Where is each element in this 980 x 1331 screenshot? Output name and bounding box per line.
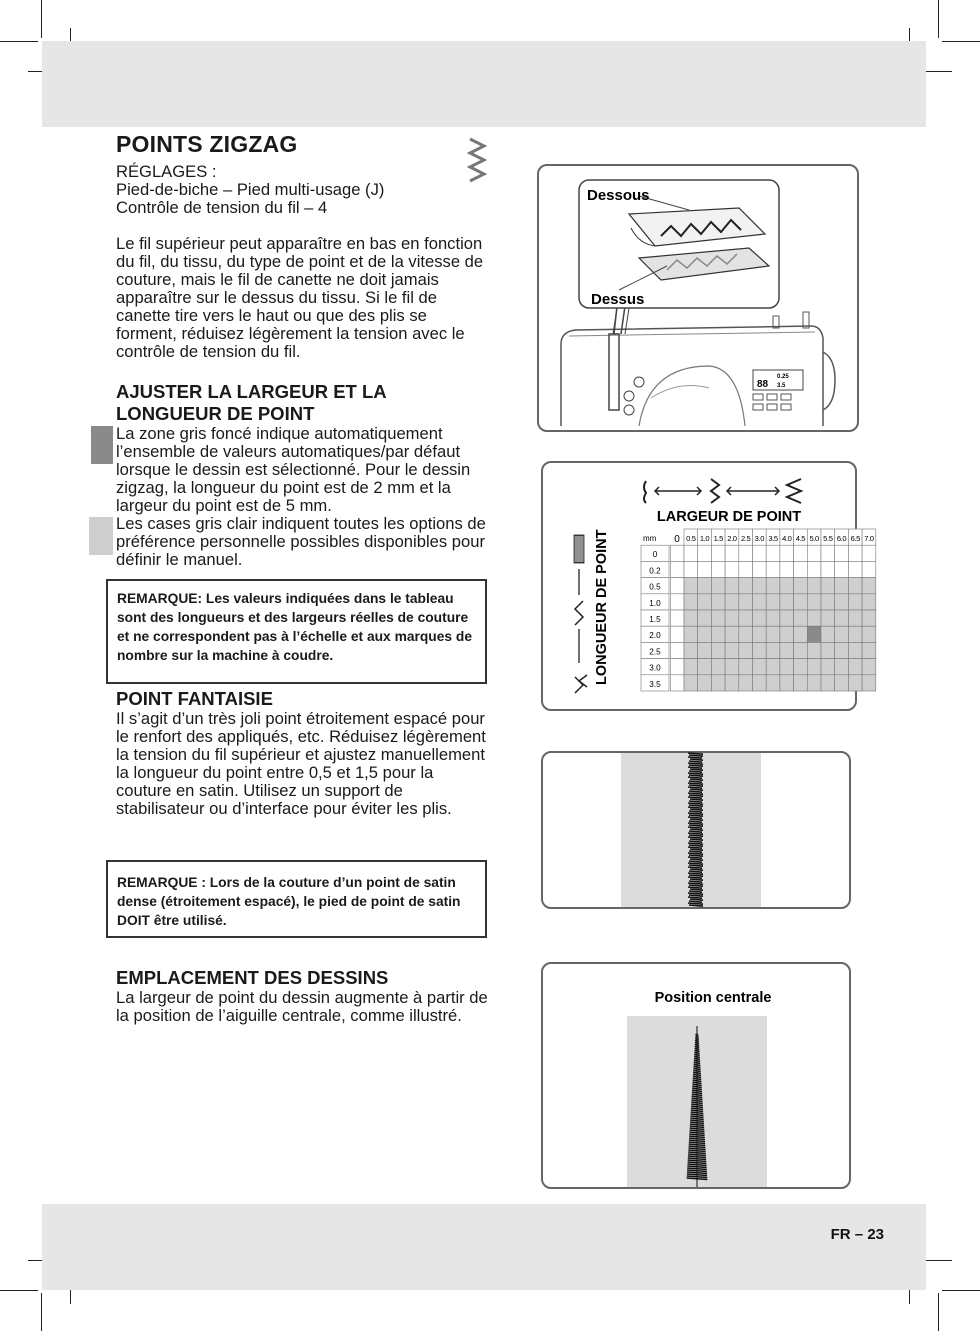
- width-tick-label: 7.0: [864, 534, 874, 543]
- grid-cell: [670, 675, 684, 691]
- grid-cell: [766, 594, 780, 610]
- adjust-paragraph-2: Les cases gris clair indiquent toutes les options de préférence personnelle possibles disponibles pour définir le manuel.: [116, 514, 486, 569]
- grid-cell: [684, 594, 698, 610]
- grid-cell: [670, 594, 684, 610]
- grid-cell: [848, 675, 862, 691]
- grid-cell: [766, 642, 780, 658]
- grid-cell: [698, 642, 712, 658]
- grid-cell: [821, 675, 835, 691]
- fantasy-title: POINT FANTAISIE: [116, 688, 273, 709]
- grid-cell: [807, 545, 821, 561]
- placement-section: [116, 967, 492, 1025]
- grid-cell: [848, 578, 862, 594]
- display-value-bottom: 3.5: [777, 383, 786, 389]
- grid-cell: [848, 610, 862, 626]
- grid-cell: [698, 675, 712, 691]
- page-number: FR – 23: [830, 1226, 884, 1243]
- grid-cell: [684, 578, 698, 594]
- grid-cell: [670, 642, 684, 658]
- grid-cell: [766, 561, 780, 577]
- grid-cell: [807, 659, 821, 675]
- grid-cell: [807, 578, 821, 594]
- crop-mark: [942, 1290, 980, 1291]
- grid-cell: [794, 578, 808, 594]
- grid-cell: [835, 610, 849, 626]
- dark-gray-swatch: [91, 426, 113, 464]
- grid-cell: [835, 561, 849, 577]
- settings-heading: RÉGLAGES :: [116, 162, 217, 181]
- grid-cell: [698, 594, 712, 610]
- grid-cell: [835, 545, 849, 561]
- presser-foot-setting: Pied-de-biche – Pied multi-usage (J): [116, 180, 385, 199]
- mm-label: mm: [643, 534, 657, 543]
- grid-cell: [780, 610, 794, 626]
- grid-cell: [739, 626, 753, 642]
- grid-cell: [711, 545, 725, 561]
- grid-cell: [725, 561, 739, 577]
- grid-cell: [848, 626, 862, 642]
- satin-stitch-figure: [541, 751, 851, 909]
- wide-zigzag-icon: [787, 479, 801, 503]
- grid-cell: [780, 626, 794, 642]
- sewing-machine-figure: [537, 164, 859, 432]
- grid-cell: [835, 642, 849, 658]
- length-tick-label: 0.2: [649, 566, 661, 576]
- grid-cell: [711, 561, 725, 577]
- grid-cell: [766, 545, 780, 561]
- grid-cell: [835, 659, 849, 675]
- length-label: LONGUEUR DE POINT: [594, 529, 610, 685]
- label-under: Dessous: [587, 187, 650, 204]
- grid-cell: [794, 626, 808, 642]
- grid-cell: [739, 610, 753, 626]
- width-tick-label: 4.0: [782, 534, 792, 543]
- grid-cell: [753, 578, 767, 594]
- grid-cell: [780, 578, 794, 594]
- fantasy-section: [116, 688, 492, 818]
- grid-cell: [794, 642, 808, 658]
- width-tick-label: 5.5: [823, 534, 833, 543]
- grid-cell: [711, 594, 725, 610]
- grid-cell: [698, 545, 712, 561]
- medium-zigzag-icon: [711, 479, 719, 503]
- grid-cell: [835, 626, 849, 642]
- grid-cell: [821, 545, 835, 561]
- length-tick-label: 0.5: [649, 582, 661, 592]
- grid-cell: [766, 578, 780, 594]
- width-tick-label: 3.5: [768, 534, 778, 543]
- grid-cell: [739, 545, 753, 561]
- grid-cell: [739, 675, 753, 691]
- satin-stitch-icon: [574, 535, 584, 563]
- grid-cell: [862, 561, 876, 577]
- grid-cell: [780, 659, 794, 675]
- grid-cell: [698, 610, 712, 626]
- grid-cell: [711, 578, 725, 594]
- zigzag-paragraph: Le fil supérieur peut apparaître en bas en fonction du fil, du tissu, du type de point et de la vitesse de couture, mais le fil de canette ne doit jamais apparaître sur le dessus du tissu. Si le fil de canette tire vers le haut ou que des plis se forment, réduisez légèrement la tension avec le contrôle de tension du fil.: [116, 234, 484, 361]
- grid-cell: [670, 561, 684, 577]
- width-tick-label: 1.5: [713, 534, 723, 543]
- width-tick-label: 5.0: [809, 534, 819, 543]
- grid-cell: [780, 545, 794, 561]
- grid-cell: [725, 626, 739, 642]
- grid-cell: [684, 642, 698, 658]
- grid-cell: [862, 626, 876, 642]
- grid-cell: [739, 578, 753, 594]
- grid-cell: [794, 561, 808, 577]
- grid-cell: [766, 675, 780, 691]
- grid-cell: [684, 659, 698, 675]
- grid-cell: [794, 675, 808, 691]
- grid-cell: [835, 578, 849, 594]
- width-tick-label: 3.0: [754, 534, 765, 543]
- tension-setting: Contrôle de tension du fil – 4: [116, 198, 328, 217]
- center-position-figure: [541, 962, 851, 1189]
- grid-cell: [821, 578, 835, 594]
- grid-cell: [725, 594, 739, 610]
- svg-text:88: 88: [757, 379, 769, 390]
- light-gray-swatch: [89, 517, 113, 555]
- grid-cell: [862, 675, 876, 691]
- grid-cell: [725, 659, 739, 675]
- adjust-section: [116, 381, 492, 569]
- grid-cell: [739, 659, 753, 675]
- length-tick-label: 1.5: [649, 615, 661, 624]
- grid-cell: [684, 675, 698, 691]
- long-stitch-icon: [575, 601, 583, 625]
- grid-cell: [698, 626, 712, 642]
- grid-cell: [698, 578, 712, 594]
- grid-cell: [739, 642, 753, 658]
- crop-mark: [0, 41, 38, 42]
- grid-cell: [711, 659, 725, 675]
- length-tick-label: 2.5: [649, 647, 661, 657]
- width-label: LARGEUR DE POINT: [656, 509, 802, 525]
- adjust-title-line1: AJUSTER LA LARGEUR ET LA: [116, 381, 387, 402]
- crop-mark: [0, 1290, 38, 1291]
- grid-cell: [753, 659, 767, 675]
- crop-mark: [938, 0, 939, 38]
- grid-cell: [862, 545, 876, 561]
- center-position-label: Position centrale: [654, 990, 772, 1006]
- width-tick-label: 1.0: [699, 534, 710, 543]
- grid-cell: [821, 659, 835, 675]
- grid-cell: [670, 626, 684, 642]
- grid-cell: [794, 545, 808, 561]
- grid-cell: [835, 675, 849, 691]
- width-tick-label: 6.5: [850, 534, 860, 543]
- grid-cell: [698, 561, 712, 577]
- grid-cell: [780, 642, 794, 658]
- length-tick-label: 3.0: [649, 663, 661, 673]
- grid-cell: [753, 545, 767, 561]
- grid-cell: [670, 610, 684, 626]
- grid-cell: [753, 642, 767, 658]
- grid-cell: [780, 594, 794, 610]
- grid-cell: [753, 594, 767, 610]
- grid-cell: [698, 659, 712, 675]
- placement-paragraph: La largeur de point du dessin augmente à partir de la position de l’aiguille centrale, comme illustré.: [116, 988, 488, 1025]
- grid-cell: [848, 642, 862, 658]
- grid-cell: [848, 659, 862, 675]
- length-tick-label: 2.0: [649, 631, 661, 641]
- grid-cell: [807, 594, 821, 610]
- grid-cell: [725, 578, 739, 594]
- zigzag-section: [116, 131, 490, 361]
- grid-cell: [753, 675, 767, 691]
- grid-cell: [684, 626, 698, 642]
- grid-cell: [711, 626, 725, 642]
- grid-cell: [862, 659, 876, 675]
- grid-cell: [794, 610, 808, 626]
- grid-cell: [711, 642, 725, 658]
- page-title: POINTS ZIGZAG: [116, 131, 298, 157]
- crop-mark: [942, 41, 980, 42]
- grid-cell: [670, 659, 684, 675]
- placement-title: EMPLACEMENT DES DESSINS: [116, 967, 389, 988]
- grid-cell: [780, 561, 794, 577]
- grid-cell: [821, 610, 835, 626]
- grid-cell: [684, 561, 698, 577]
- length-tick-label: 0: [652, 550, 658, 560]
- default-cell: [807, 626, 821, 642]
- grid-cell: [862, 610, 876, 626]
- adjust-title-line2: LONGUEUR DE POINT: [116, 403, 315, 424]
- grid-cell: [807, 561, 821, 577]
- grid-cell: [739, 561, 753, 577]
- table-remark-box: REMARQUE: Les valeurs indiquées dans le tableau sont des longueurs et des largeurs réelles de couture et ne correspondent pas à l’échelle et aux marques de nombre sur la machine à coudre.: [106, 579, 487, 684]
- grid-cell: [753, 610, 767, 626]
- grid-cell: [725, 675, 739, 691]
- grid-cell: [739, 594, 753, 610]
- grid-cell: [848, 561, 862, 577]
- grid-cell: [684, 545, 698, 561]
- grid-cell: [711, 610, 725, 626]
- grid-cell: [684, 610, 698, 626]
- grid-cell: [862, 578, 876, 594]
- grid-cell: [670, 545, 684, 561]
- grid-cell: [725, 610, 739, 626]
- grid-cell: [753, 626, 767, 642]
- width-zero-label: 0: [674, 534, 680, 545]
- grid-cell: [862, 594, 876, 610]
- header-band: [42, 41, 926, 127]
- grid-cell: [725, 642, 739, 658]
- grid-cell: [821, 626, 835, 642]
- crop-mark: [938, 1293, 939, 1331]
- footer-band: [42, 1204, 926, 1290]
- grid-cell: [670, 578, 684, 594]
- narrow-zigzag-icon: [644, 481, 646, 503]
- width-tick-label: 6.0: [836, 534, 847, 543]
- label-over: Dessus: [591, 291, 645, 308]
- grid-cell: [807, 675, 821, 691]
- grid-cell: [848, 545, 862, 561]
- length-tick-label: 3.5: [649, 679, 661, 689]
- stitch-grid-figure: [541, 461, 874, 711]
- grid-cell: [766, 610, 780, 626]
- stitch-grid: [641, 529, 876, 691]
- length-tick-label: 1.0: [649, 598, 661, 608]
- grid-cell: [821, 594, 835, 610]
- fantasy-paragraph: Il s’agit d’un très joli point étroitement espacé pour le renfort des appliqués, etc. Réduisez légèrement la tension du fil supérieur et ajustez manuellement la longueur du point entre 0,5 et 1,5 pour la couture en satin. Utilisez un support de stabilisateur ou d’interface pour éviter les plis.: [116, 709, 486, 818]
- width-tick-label: 0.5: [686, 534, 696, 543]
- grid-cell: [821, 561, 835, 577]
- grid-cell: [780, 675, 794, 691]
- grid-cell: [725, 545, 739, 561]
- grid-cell: [835, 594, 849, 610]
- crop-mark: [41, 1293, 42, 1331]
- grid-cell: [807, 610, 821, 626]
- width-tick-label: 2.5: [740, 534, 751, 543]
- grid-cell: [848, 594, 862, 610]
- satin-remark-box: REMARQUE : Lors de la couture d’un point de satin dense (étroitement espacé), le pied de point de satin DOIT être utilisé.: [106, 860, 487, 938]
- grid-cell: [821, 642, 835, 658]
- width-tick-label: 2.0: [727, 534, 737, 543]
- width-tick-label: 4.5: [795, 534, 806, 543]
- grid-cell: [766, 626, 780, 642]
- display-value-top: 0.25: [777, 374, 789, 380]
- grid-cell: [807, 642, 821, 658]
- grid-cell: [753, 561, 767, 577]
- grid-cell: [794, 659, 808, 675]
- crop-mark: [41, 0, 42, 38]
- adjust-paragraph-1: La zone gris foncé indique automatiquement l’ensemble de valeurs automatiques/par défaut lorsque le dessin est sélectionné. Pour le dessin zigzag, la longueur du point est de 2 mm et la largeur du point est de 5 mm.: [116, 424, 471, 515]
- grid-cell: [766, 659, 780, 675]
- grid-cell: [711, 675, 725, 691]
- grid-cell: [794, 594, 808, 610]
- grid-cell: [862, 642, 876, 658]
